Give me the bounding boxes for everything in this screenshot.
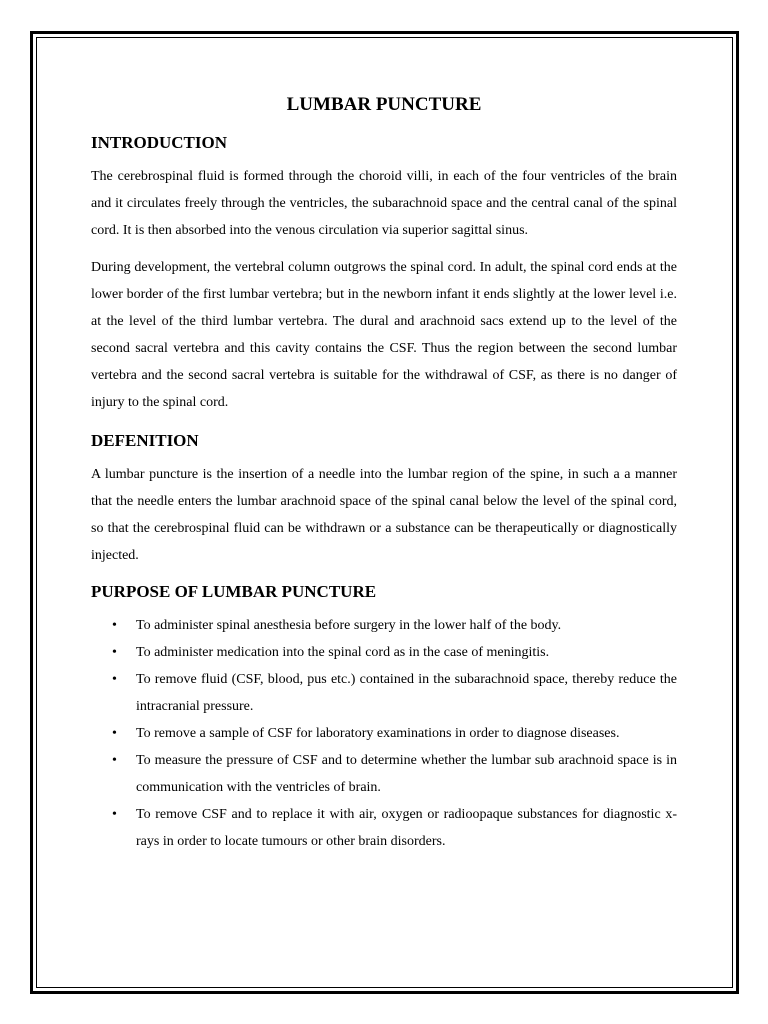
purpose-list xyxy=(91,612,677,855)
bullet-icon: • xyxy=(112,753,117,768)
list-item-text: To remove fluid (CSF, blood, pus etc.) contained in the subarachnoid space, thereby reduce the intracranial pressure. xyxy=(136,672,677,714)
list-item-text: To administer medication into the spinal cord as in the case of meningitis. xyxy=(136,645,550,660)
introduction-paragraph-2: During development, the vertebral column outgrows the spinal cord. In adult, the spinal cord ends at the lower border of the first lumbar vertebra; but in the newborn infant it ends slightly at the lower level i.e. at the level of the third lumbar vertebra. The dural and arachnoid sacs extend up to the level of the second sacral vertebra and this cavity contains the CSF. Thus the region between the second lumbar vertebra and the second sacral vertebra is suitable for the withdrawal of CSF, as there is no danger of injury to the spinal cord. xyxy=(91,260,677,410)
bullet-icon: • xyxy=(112,726,117,741)
list-item xyxy=(91,612,677,639)
list-item xyxy=(91,801,677,855)
list-item-text: To remove a sample of CSF for laboratory examinations in order to diagnose diseases. xyxy=(136,726,620,741)
list-item-text: To remove CSF and to replace it with air, oxygen or radioopaque substances for diagnostic x-rays in order to locate tumours or other brain disorders. xyxy=(136,807,677,849)
page-title: LUMBAR PUNCTURE xyxy=(286,94,482,115)
introduction-section xyxy=(91,132,677,416)
list-item xyxy=(91,720,677,747)
bullet-icon: • xyxy=(112,645,117,660)
list-item xyxy=(91,666,677,720)
list-item xyxy=(91,747,677,801)
list-item-text: To measure the pressure of CSF and to determine whether the lumbar sub arachnoid space is in communication with the ventricles of brain. xyxy=(136,753,677,795)
introduction-heading: INTRODUCTION xyxy=(91,133,228,152)
bullet-icon: • xyxy=(112,672,117,687)
list-item xyxy=(91,639,677,666)
bullet-icon: • xyxy=(112,618,117,633)
definition-section xyxy=(91,430,677,569)
bullet-icon: • xyxy=(112,807,117,822)
document-body xyxy=(91,92,677,855)
introduction-paragraph-1: The cerebrospinal fluid is formed through the choroid villi, in each of the four ventricles of the brain and it circulates freely through the ventricles, the subarachnoid space and the central canal of the spinal cord. It is then absorbed into the venous circulation via superior sagittal sinus. xyxy=(91,169,677,238)
purpose-section xyxy=(91,581,677,855)
purpose-heading: PURPOSE OF LUMBAR PUNCTURE xyxy=(91,582,377,601)
definition-heading: DEFENITION xyxy=(91,431,199,450)
definition-paragraph: A lumbar puncture is the insertion of a needle into the lumbar region of the spine, in such a a manner that the needle enters the lumbar arachnoid space of the spinal canal below the level of the spinal cord, so that the cerebrospinal fluid can be withdrawn or a substance can be therapeutically or diagnostically injected. xyxy=(91,467,677,563)
list-item-text: To administer spinal anesthesia before surgery in the lower half of the body. xyxy=(136,618,562,633)
